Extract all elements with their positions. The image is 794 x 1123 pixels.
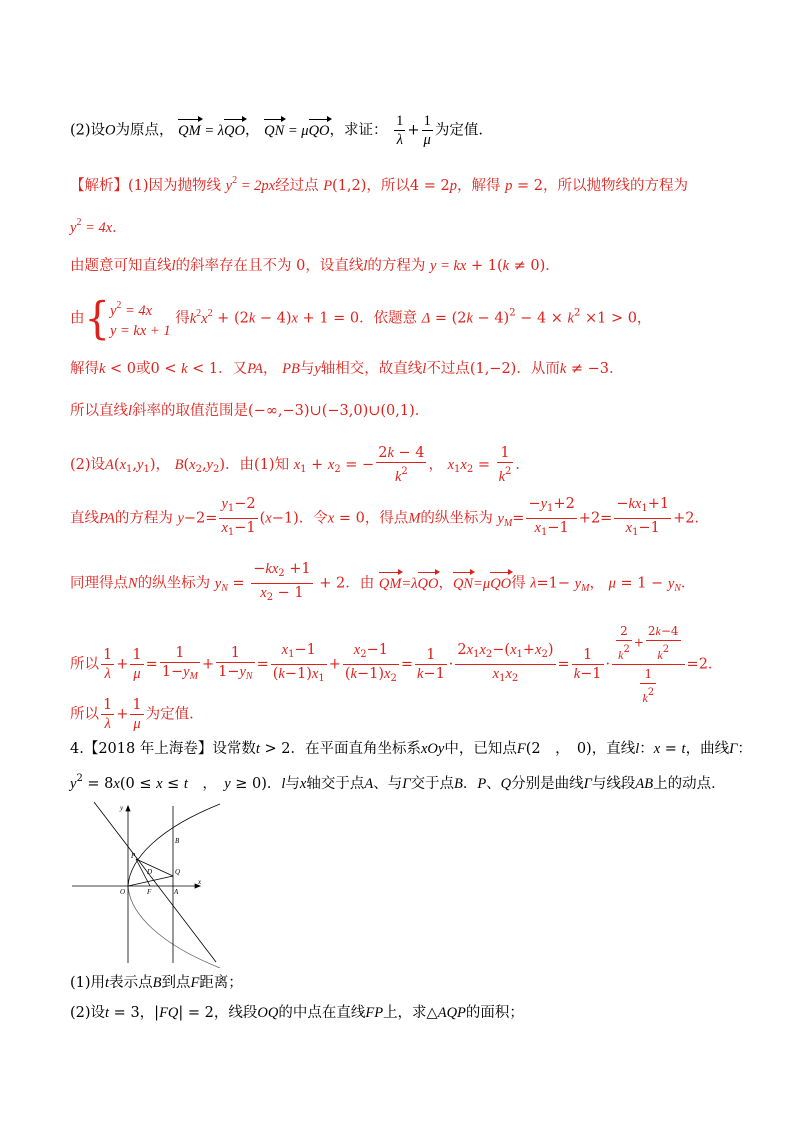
solution-tag: 【解析】 [70, 178, 128, 194]
sol-1a: (1)因为抛物线 [128, 178, 222, 194]
sol-line6: 所以直线 [70, 403, 128, 419]
question-4-1: (1)用t表示点B到点F距离； [70, 975, 243, 991]
sol-1c: ，所以 [366, 178, 410, 194]
sol-line9a: 同理得点 [70, 575, 128, 592]
label-p: P [131, 852, 136, 860]
parabola-upper [128, 804, 220, 886]
sol-line5f: 轴相交，故直线 [320, 361, 423, 377]
parabola-lower [128, 886, 220, 968]
label-q: Q [175, 868, 181, 876]
sol-line7a: (2)设 [70, 457, 106, 473]
q2-intro: (2)设 [70, 122, 106, 139]
label-d: D [147, 868, 153, 876]
solution-line-9: 同理得点N的纵坐标为 $y_N$ = $\frac{-kx_2 +1}{x_2 - 1}$ + 2．由 QM=λQO，QN=μQO得 $\lambda=1- y_M$， $\mu = 1 - y_N$． [70, 561, 696, 603]
q4-2c: 的中点在直线 [278, 1005, 366, 1021]
sol-line5b: 或 [136, 361, 151, 377]
q4-1b: 表示点 [109, 975, 153, 991]
p4-k: 分别是曲线 [511, 776, 584, 792]
question-2: (2)设O为原点， QM = λQO， QN = μQO，求证： $\frac{1}{\lambda}$ + $\frac{1}{\mu}$ 为定值. [70, 113, 483, 148]
solution-line-11: 所以 $\frac{1}{\lambda}$ + $\frac{1}{\mu}$ 为定值. [70, 697, 194, 732]
sol-1e: ，所以抛物线的方程为 [542, 178, 688, 194]
sol-line7b: ．由(1)知 [225, 457, 290, 473]
solution-line-8: 直线PA的方程为 y−2= $\frac{y_1-2}{x_1-1}$ (x−1)．令x = 0，得点M的纵坐标为 $y_M=$ $\frac{-y_1+2}{x_1-1}$ +2= $\frac{-kx_1+1}{x_1-1}$ +2． [70, 496, 709, 538]
q2-origin: 为原点， [115, 122, 174, 139]
sol-line4b: 得 [175, 310, 190, 327]
q2-prove: ，求证： [329, 122, 388, 139]
sol-line5h: ．从而 [516, 361, 560, 377]
label-x: x [198, 878, 202, 886]
segment-of [128, 876, 173, 886]
sol-line3b: 的斜率存在且不为 0，设直线 [175, 258, 364, 274]
solution-line-4: 由{ $y^2 = 4x$ y = kx + 1 得$k^2x^2 + (2k - 4)x + 1 = 0$．依题意 $\Delta = (2k - 4)^2 - 4 \times k^2 \times 1 > 0$， [70, 293, 652, 344]
sol-line3a: 由题意可知直线 [70, 258, 172, 274]
q4-1d: 距离； [199, 975, 243, 991]
p4-a: ．在平面直角坐标系 [290, 741, 421, 757]
solution-line-5: 解得k < 0或0 < k < 1．又PA， PB与y轴相交，故直线l不过点(1,−2)．从而k ≠ −3． [70, 361, 624, 377]
sol-line11: 所以 [70, 706, 99, 723]
p4-h: 、与 [373, 776, 403, 792]
p4-j: ． [462, 776, 478, 792]
label-b: B [175, 837, 180, 845]
sol-line11b: 为定值. [145, 706, 194, 723]
sol-line5c: ．又 [218, 361, 248, 377]
p4-head: 4.【2018 年上海卷】设常数 [70, 741, 256, 757]
solution-line-6: 所以直线l斜率的取值范围是(−∞,−3)∪(−3,0)∪(0,1)． [70, 403, 430, 419]
p4-e: ． [266, 776, 282, 792]
q4-2e: 的面积； [465, 1005, 524, 1021]
label-f: F [147, 888, 152, 896]
label-a: A [174, 888, 179, 896]
q4-2b: ，线段 [213, 1005, 258, 1021]
sol-line10: 所以 [70, 656, 99, 673]
sol-line4a: 由 [70, 310, 85, 327]
sol-line5d: ， [263, 361, 278, 377]
sol-line9d: 得 [511, 575, 526, 592]
sol-1b: 经过点 [275, 178, 319, 194]
label-y: y [120, 804, 124, 812]
problem-4-line-2: $y^2 = 8x(0 \le x \le t$ ， y ≥ 0)．l与x轴交于点A、与Γ交于点B．P、Q分别是曲线Γ与线段AB上的动点． [70, 773, 726, 792]
p4-b: 中，已知点 [444, 741, 517, 757]
problem-4-figure [70, 798, 230, 968]
y-arrow [126, 806, 130, 811]
solution-line-1: 【解析】(1)因为抛物线 $y^2 = 2px$经过点 P(1,2)，所以4 = 2p，解得 p = 2，所以抛物线的方程为 [70, 175, 688, 194]
segment-pq [136, 859, 173, 876]
q4-1c: 到点 [161, 975, 191, 991]
p4-d: ，曲线 [685, 741, 730, 757]
sol-line9c: ．由 [345, 575, 375, 592]
sol-line8d: ，得点 [364, 510, 409, 527]
q2-const: 为定值. [434, 122, 483, 139]
p4-c: ，直线 [591, 741, 636, 757]
sol-line8c: ．令 [298, 510, 328, 527]
sol-line8e: 的纵坐标为 [420, 510, 493, 527]
sol-line9b: 的纵坐标为 [137, 575, 211, 592]
sol-line8b: 的方程为 [114, 510, 173, 527]
sol-line4c: ．依题意 [359, 310, 418, 327]
q4-1a: (1)用 [70, 975, 106, 991]
sol-1d: ，解得 [457, 178, 501, 194]
q4-2d: 上，求△ [383, 1005, 438, 1021]
p4-l: 与线段 [591, 776, 636, 792]
solution-line-3: 由题意可知直线l的斜率存在且不为 0，设直线l的方程为 y = kx + 1(k ≠ 0)． [70, 258, 560, 274]
p4-f: 与 [285, 776, 300, 792]
solution-line-10: 所以 $\frac{1}{\lambda}$ + $\frac{1}{\mu}$ = $\frac{1}{1-y_M}$ + $\frac{1}{1-y_N}$ = $\frac{x_1-1}{(k-1)x_1}$ + $\frac{x_2-1}{(k-1)x_2}$ = $\frac{1}{k-1}$ · $\frac{2x_1x_2-(x_1+x_2)}{x_1x_2}$ = $\frac{1}{k-1}$ · $\frac{2}{k^2}$ + $\frac{2k-4}{k^2}$ $\frac{1}{k^2}$ =2． [70, 624, 723, 705]
solution-line-2: $y^2 = 4x$． [70, 217, 127, 236]
solution-line-7: (2)设$A(x_1,y_1)$， $B(x_2,y_2)$．由(1)知 $x_1 + x_2$ = − $\frac{2k - 4}{k^2}$ ， $x_1x_2$ = $\frac{1}{k^2}$ ． [70, 445, 530, 485]
p4-m: 上的动点． [653, 776, 726, 792]
p4-i: 交于点 [410, 776, 454, 792]
sol-line8a: 直线 [70, 510, 99, 527]
sol-line5e: 与 [299, 361, 315, 377]
q4-2a: (2)设 [70, 1005, 106, 1021]
problem-4-line-1: 4.【2018 年上海卷】设常数t > 2．在平面直角坐标系xOy中，已知点F(2 ， 0)，直线l：x = t，曲线Γ： [70, 741, 752, 757]
question-4-2: (2)设t = 3，|FQ| = 2，线段OQ的中点在直线FP上，求△AQP的面积； [70, 1005, 524, 1021]
label-o: O [120, 888, 126, 896]
sol-line5g: 不过点 [426, 361, 470, 377]
sol-line5a: 解得 [70, 361, 99, 377]
sol-line6b: 斜率的取值范围是 [132, 403, 249, 419]
sol-line3c: 的方程为 [367, 258, 426, 274]
p4-g: 轴交于点 [306, 776, 365, 792]
